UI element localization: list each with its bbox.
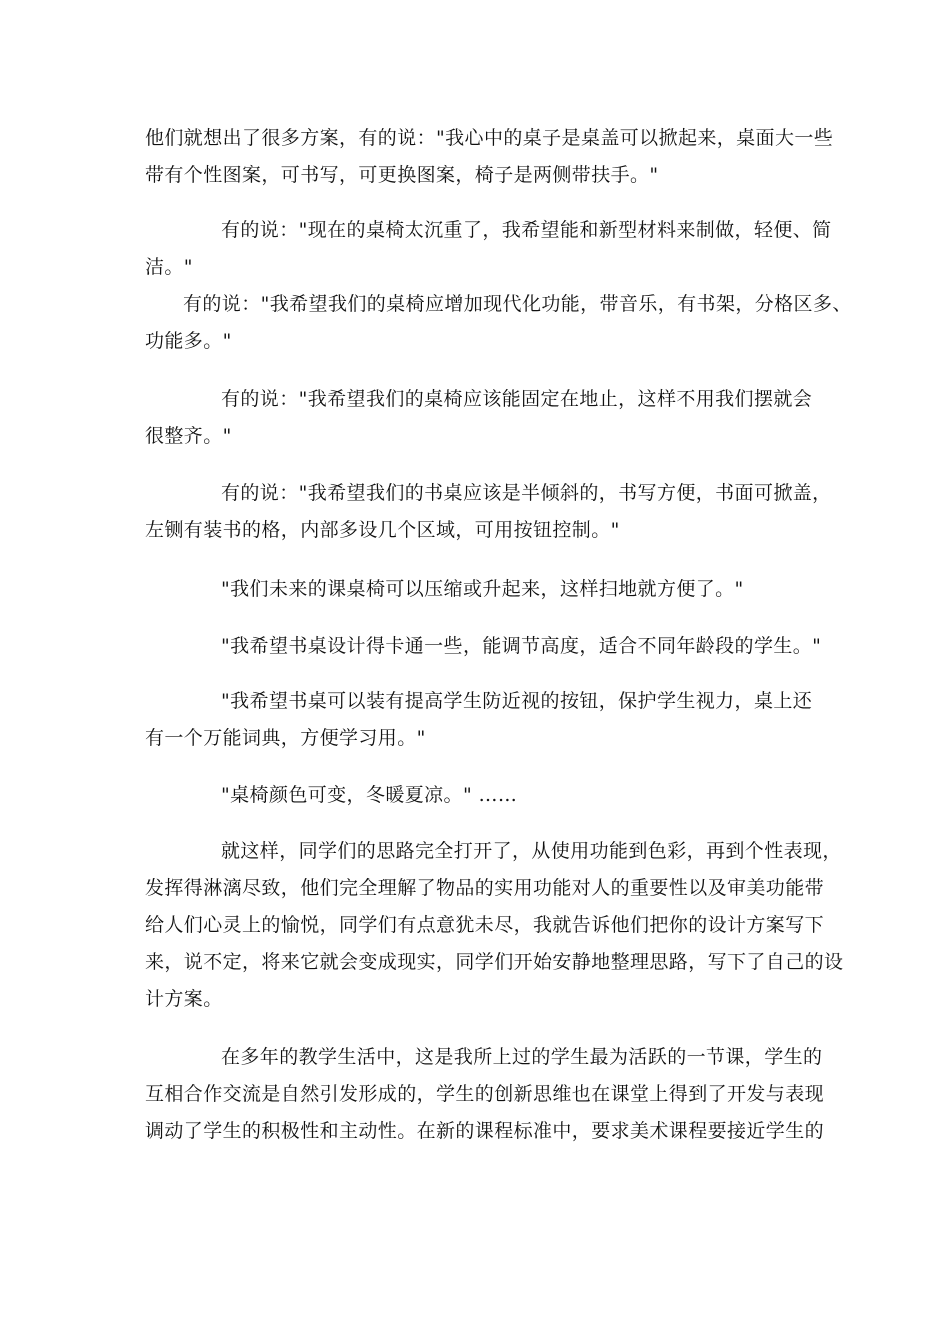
text-line: 在多年的教学生活中，这是我所上过的学生最为活跃的一节课，学生的 — [221, 1046, 823, 1068]
paragraph-6 — [145, 571, 810, 608]
text-line: 洁。" — [145, 256, 193, 278]
text-line: 计方案。 — [145, 988, 223, 1010]
paragraph-3 — [145, 286, 852, 360]
text-line: 来，说不定，将来它就会变成现实，同学们开始安静地整理思路，写下了自己的设 — [145, 951, 844, 973]
text-line: "我们未来的课桌椅可以压缩或升起来，这样扫地就方便了。" — [221, 578, 744, 600]
text-line: 功能多。" — [145, 330, 232, 352]
paragraph-9 — [145, 777, 810, 814]
text-line: 有的说："我希望我们的书桌应该是半倾斜的，书写方便，书面可掀盖， — [221, 482, 832, 504]
text-line: 很整齐。" — [145, 425, 232, 447]
text-line: 左铡有装书的格，内部多设几个区域，可用按钮控制。" — [145, 519, 620, 541]
text-line: 有的说："我希望我们的桌椅应增加现代化功能，带音乐，有书架，分格区多、 — [183, 293, 852, 315]
text-line: 带有个性图案，可书写，可更换图案，椅子是两侧带扶手。" — [145, 164, 659, 186]
text-line: "我希望书桌设计得卡通一些，能调节高度，适合不同年龄段的学生。" — [221, 635, 822, 657]
paragraph-4 — [145, 381, 813, 455]
text-line: 有的说："现在的桌椅太沉重了，我希望能和新型材料来制做，轻便、简 — [221, 219, 832, 241]
paragraph-8 — [145, 683, 813, 757]
text-line: 给人们心灵上的愉悦，同学们有点意犹未尽，我就告诉他们把你的设计方案写下 — [145, 914, 825, 936]
text-line: 有一个万能词典，方便学习用。" — [145, 727, 426, 749]
text-line: 调动了学生的积极性和主动性。在新的课程标准中，要求美术课程要接近学生的 — [145, 1120, 825, 1142]
paragraph-10 — [145, 833, 844, 1018]
text-line: 发挥得淋漓尽致，他们完全理解了物品的实用功能对人的重要性以及审美功能带 — [145, 877, 825, 899]
paragraph-1 — [145, 120, 834, 194]
text-line: 互相合作交流是自然引发形成的，学生的创新思维也在课堂上得到了开发与表现 — [145, 1083, 825, 1105]
text-line: 他们就想出了很多方案，有的说："我心中的桌子是桌盖可以掀起来，桌面大一些 — [145, 127, 834, 149]
text-line: "我希望书桌可以装有提高学生防近视的按钮，保护学生视力，桌上还 — [221, 690, 813, 712]
text-line: 有的说："我希望我们的桌椅应该能固定在地止，这样不用我们摆就会 — [221, 388, 813, 410]
paragraph-7 — [145, 628, 822, 665]
paragraph-5 — [145, 475, 832, 549]
text-line: 就这样，同学们的思路完全打开了，从使用功能到色彩，再到个性表现， — [221, 840, 842, 862]
text-line: "桌椅颜色可变，冬暖夏凉。" …… — [221, 784, 518, 806]
paragraph-11 — [145, 1039, 825, 1150]
paragraph-2 — [145, 212, 832, 286]
